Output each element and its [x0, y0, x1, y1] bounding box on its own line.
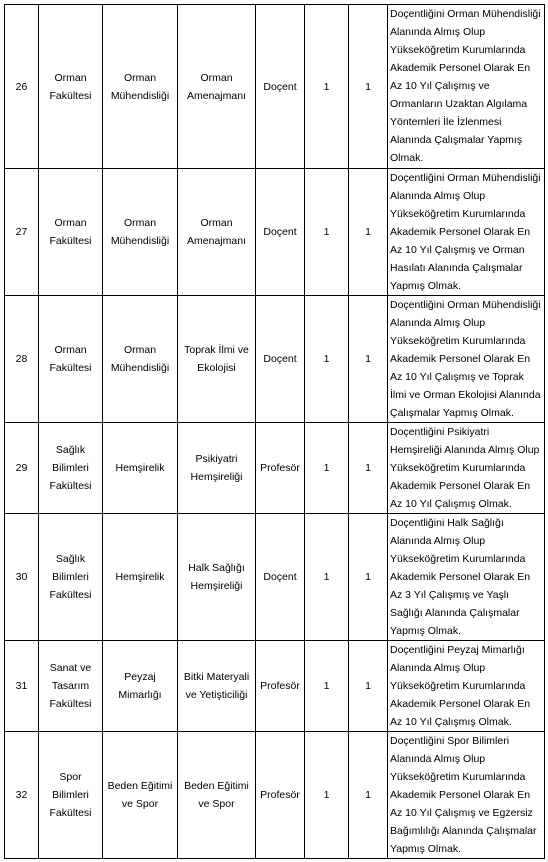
count-cell: 1 — [305, 514, 349, 641]
count-cell: 1 — [349, 514, 388, 641]
count-cell: 1 — [349, 641, 388, 732]
department-cell: Orman Mühendisliği — [103, 5, 178, 169]
table-row — [5, 296, 545, 423]
title-cell: Profesör — [256, 641, 305, 732]
department-cell: Hemşirelik — [103, 514, 178, 641]
title-cell: Doçent — [256, 514, 305, 641]
count-cell: 1 — [349, 296, 388, 423]
condition-cell: Doçentliğini Orman Mühendisliği Alanında Almış Olup Yükseköğretim Kurumlarında Akademik Personel Olarak En Az 10 Yıl Çalışmış ve Orman Hasılatı Alanında Çalışmalar Yapmış Olmak. — [388, 169, 545, 296]
count-cell: 1 — [349, 169, 388, 296]
title-cell: Doçent — [256, 296, 305, 423]
count-cell: 1 — [305, 641, 349, 732]
count-cell: 1 — [305, 732, 349, 859]
department-cell: Orman Mühendisliği — [103, 169, 178, 296]
row-number: 32 — [5, 732, 39, 859]
count-cell: 1 — [305, 5, 349, 169]
count-cell: 1 — [349, 732, 388, 859]
program-cell: Orman Amenajmanı — [178, 5, 256, 169]
table-row — [5, 423, 545, 514]
count-cell: 1 — [305, 296, 349, 423]
positions-table — [4, 4, 545, 859]
faculty-cell: Orman Fakültesi — [39, 296, 103, 423]
count-cell: 1 — [305, 423, 349, 514]
condition-cell: Doçentliğini Halk Sağlığı Alanında Almış Olup Yükseköğretim Kurumlarında Akademik Personel Olarak En Az 3 Yıl Çalışmış ve Yaşlı Sağlığı Alanında Çalışmalar Yapmış Olmak. — [388, 514, 545, 641]
condition-cell: Doçentliğini Orman Mühendisliği Alanında Almış Olup Yükseköğretim Kurumlarında Akademik Personel Olarak En Az 10 Yıl Çalışmış ve Ormanların Uzaktan Algılama Yöntemleri İle İzlenmesi Alanında Çalışmalar Yapmış Olmak. — [388, 5, 545, 169]
row-number: 31 — [5, 641, 39, 732]
row-number: 26 — [5, 5, 39, 169]
table-row — [5, 732, 545, 859]
program-cell: Beden Eğitimi ve Spor — [178, 732, 256, 859]
faculty-cell: Orman Fakültesi — [39, 169, 103, 296]
title-cell: Profesör — [256, 732, 305, 859]
faculty-cell: Sağlık Bilimleri Fakültesi — [39, 514, 103, 641]
program-cell: Psikiyatri Hemşireliği — [178, 423, 256, 514]
department-cell: Hemşirelik — [103, 423, 178, 514]
faculty-cell: Sanat ve Tasarım Fakültesi — [39, 641, 103, 732]
department-cell: Beden Eğitimi ve Spor — [103, 732, 178, 859]
faculty-cell: Orman Fakültesi — [39, 5, 103, 169]
title-cell: Doçent — [256, 169, 305, 296]
title-cell: Profesör — [256, 423, 305, 514]
program-cell: Bitki Materyali ve Yetişticiliği — [178, 641, 256, 732]
row-number: 30 — [5, 514, 39, 641]
program-cell: Toprak İlmi ve Ekolojisi — [178, 296, 256, 423]
faculty-cell: Sağlık Bilimleri Fakültesi — [39, 423, 103, 514]
department-cell: Peyzaj Mimarlığı — [103, 641, 178, 732]
table-row — [5, 641, 545, 732]
title-cell: Doçent — [256, 5, 305, 169]
program-cell: Orman Amenajmanı — [178, 169, 256, 296]
row-number: 27 — [5, 169, 39, 296]
count-cell: 1 — [305, 169, 349, 296]
table-row — [5, 169, 545, 296]
row-number: 28 — [5, 296, 39, 423]
condition-cell: Doçentliğini Peyzaj Mimarlığı Alanında Almış Olup Yükseköğretim Kurumlarında Akademik Personel Olarak En Az 10 Yıl Çalışmış Olmak. — [388, 641, 545, 732]
condition-cell: Doçentliğini Orman Mühendisliği Alanında Almış Olup Yükseköğretim Kurumlarında Akademik Personel Olarak En Az 10 Yıl Çalışmış ve Toprak İlmi ve Orman Ekolojisi Alanında Çalışmalar Yapmış Olmak. — [388, 296, 545, 423]
condition-cell: Doçentliğini Spor Bilimleri Alanında Almış Olup Yükseköğretim Kurumlarında Akademik Personel Olarak En Az 10 Yıl Çalışmış ve Egzersiz Bağımlılığı Alanında Çalışmalar Yapmış Olmak. — [388, 732, 545, 859]
row-number: 29 — [5, 423, 39, 514]
department-cell: Orman Mühendisliği — [103, 296, 178, 423]
table-row — [5, 514, 545, 641]
count-cell: 1 — [349, 423, 388, 514]
faculty-cell: Spor Bilimleri Fakültesi — [39, 732, 103, 859]
condition-cell: Doçentliğini Psikiyatri Hemşireliği Alanında Almış Olup Yükseköğretim Kurumlarında Akademik Personel Olarak En Az 10 Yıl Çalışmış Olmak. — [388, 423, 545, 514]
count-cell: 1 — [349, 5, 388, 169]
program-cell: Halk Sağlığı Hemşireliği — [178, 514, 256, 641]
table-row — [5, 5, 545, 169]
